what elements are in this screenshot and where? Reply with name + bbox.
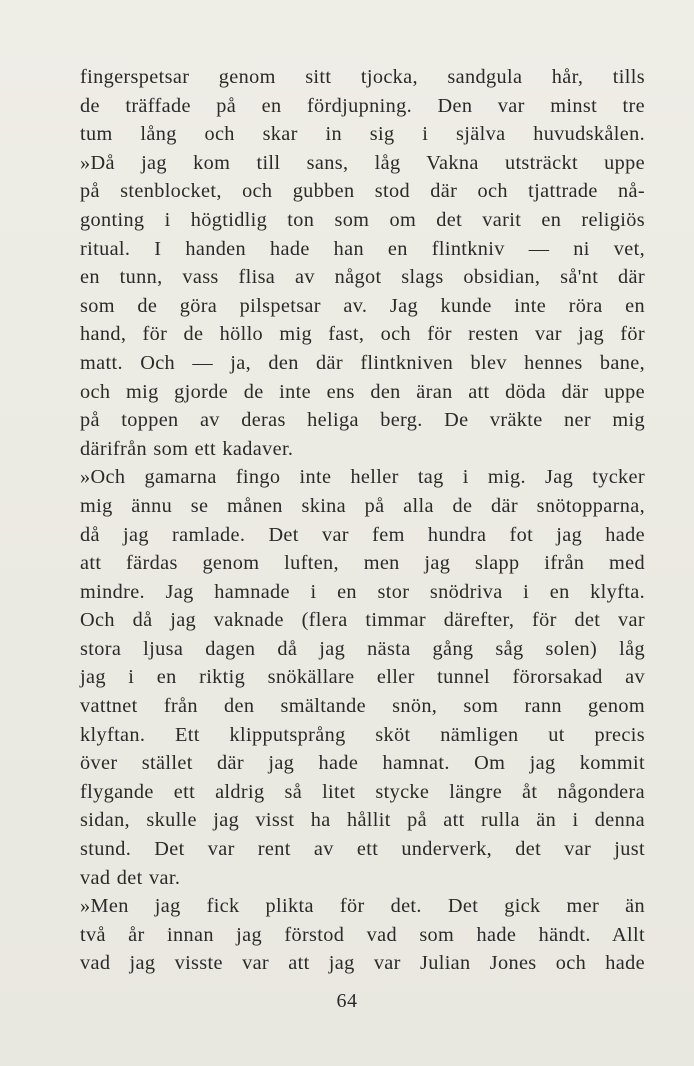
text-line: »Men jag fick plikta för det. Det gick mer än: [80, 895, 645, 918]
text-line: sidan, skulle jag visst ha hållit på att rulla än i denna: [80, 809, 645, 832]
text-line: tum lång och skar in sig i själva huvudskålen.: [80, 123, 645, 146]
text-line: flygande ett aldrig så litet stycke längre åt någondera: [80, 780, 645, 803]
text-line: vattnet från den smältande snön, som rann genom: [80, 695, 645, 718]
text-line: matt. Och — ja, den där flintkniven blev hennes bane,: [80, 351, 645, 374]
text-line: en tunn, vass flisa av något slags obsidian, så'nt där: [80, 266, 645, 289]
body-text: [80, 63, 645, 978]
text-line: två år innan jag förstod vad som hade händt. Allt: [80, 923, 645, 946]
text-line: fingerspetsar genom sitt tjocka, sandgula hår, tills: [80, 66, 645, 88]
text-line: mig ännu se månen skina på alla de där snötopparna,: [80, 494, 645, 517]
text-line: hand, för de höllo mig fast, och för resten var jag för: [80, 323, 645, 346]
page-number: 64: [336, 990, 358, 1012]
text-line: vad det var.: [80, 866, 181, 889]
text-line: över stället där jag hade hamnat. Om jag kommit: [80, 752, 645, 775]
text-line: »Då jag kom till sans, låg Vakna utsträckt uppe: [80, 151, 645, 174]
text-line: på stenblocket, och gubben stod där och tjattrade nå-: [80, 180, 645, 203]
text-line: stora ljusa dagen då jag nästa gång såg solen) låg: [80, 637, 645, 660]
text-line: på toppen av deras heliga berg. De vräkte ner mig: [80, 409, 645, 432]
text-line: då jag ramlade. Det var fem hundra fot jag hade: [80, 523, 645, 546]
text-line: gonting i högtidlig ton som om det varit en religiös: [80, 208, 645, 231]
text-line: »Och gamarna fingo inte heller tag i mig. Jag tycker: [80, 466, 645, 489]
text-line: mindre. Jag hamnade i en stor snödriva i en klyfta.: [80, 580, 645, 603]
text-line: som de göra pilspetsar av. Jag kunde inte röra en: [80, 294, 645, 317]
text-line: klyftan. Ett klipputsprång sköt nämligen ut precis: [80, 723, 645, 746]
text-line: de träffade på en fördjupning. Den var minst tre: [80, 94, 645, 117]
text-line: Och då jag vaknade (flera timmar därefter, för det var: [80, 609, 645, 632]
text-line: därifrån som ett kadaver.: [80, 437, 294, 460]
text-line: ritual. I handen hade han en flintkniv — ni vet,: [80, 237, 645, 260]
text-line: jag i en riktig snökällare eller tunnel förorsakad av: [80, 666, 645, 689]
text-line: vad jag visste var att jag var Julian Jones och hade: [80, 952, 645, 975]
text-line: stund. Det var rent av ett underverk, det var just: [80, 838, 645, 861]
text-line: och mig gjorde de inte ens den äran att döda där uppe: [80, 380, 645, 403]
text-line: att färdas genom luften, men jag slapp ifrån med: [80, 552, 645, 575]
